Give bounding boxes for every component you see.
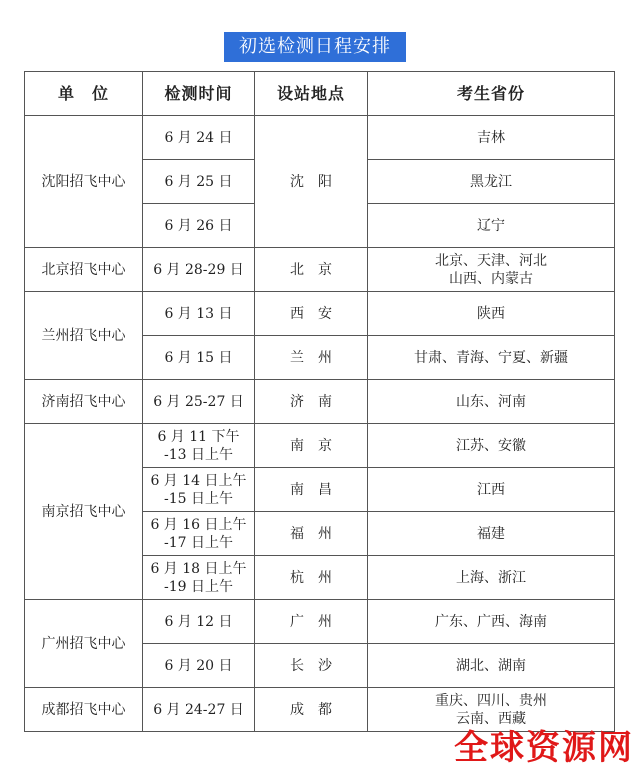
site-cell: 济 南 bbox=[255, 380, 368, 424]
site-cell: 杭 州 bbox=[255, 556, 368, 600]
unit-cell: 南京招飞中心 bbox=[25, 424, 143, 600]
table-row bbox=[25, 380, 615, 424]
date-cell: 6 月 25-27 日 bbox=[143, 380, 255, 424]
date-cell: 6 月 20 日 bbox=[143, 644, 255, 688]
provinces-cell: 广东、广西、海南 bbox=[368, 600, 615, 644]
provinces-cell: 甘肃、青海、宁夏、新疆 bbox=[368, 336, 615, 380]
unit-cell: 北京招飞中心 bbox=[25, 248, 143, 292]
provinces-cell: 湖北、湖南 bbox=[368, 644, 615, 688]
table-row bbox=[25, 292, 615, 336]
date-cell: 6 月 16 日上午 -17 日上午 bbox=[143, 512, 255, 556]
date-cell: 6 月 12 日 bbox=[143, 600, 255, 644]
provinces-cell: 重庆、四川、贵州 云南、西藏 bbox=[368, 688, 615, 732]
site-cell: 成 都 bbox=[255, 688, 368, 732]
provinces-cell: 北京、天津、河北 山西、内蒙古 bbox=[368, 248, 615, 292]
site-cell: 南 昌 bbox=[255, 468, 368, 512]
date-cell: 6 月 28-29 日 bbox=[143, 248, 255, 292]
date-cell: 6 月 13 日 bbox=[143, 292, 255, 336]
unit-cell: 广州招飞中心 bbox=[25, 600, 143, 688]
date-cell: 6 月 11 下午 -13 日上午 bbox=[143, 424, 255, 468]
schedule-table bbox=[24, 71, 615, 732]
date-cell: 6 月 15 日 bbox=[143, 336, 255, 380]
table-header-row bbox=[25, 72, 615, 116]
site-cell: 福 州 bbox=[255, 512, 368, 556]
provinces-cell: 辽宁 bbox=[368, 204, 615, 248]
provinces-cell: 江苏、安徽 bbox=[368, 424, 615, 468]
page-title: 初选检测日程安排 bbox=[224, 32, 406, 62]
date-cell: 6 月 25 日 bbox=[143, 160, 255, 204]
header-site: 设站地点 bbox=[255, 72, 368, 116]
date-cell: 6 月 24-27 日 bbox=[143, 688, 255, 732]
watermark-logo: 全球资源网 bbox=[454, 728, 634, 768]
provinces-cell: 黑龙江 bbox=[368, 160, 615, 204]
table-row bbox=[25, 248, 615, 292]
table-row bbox=[25, 600, 615, 644]
site-cell: 长 沙 bbox=[255, 644, 368, 688]
date-cell: 6 月 18 日上午 -19 日上午 bbox=[143, 556, 255, 600]
unit-cell: 沈阳招飞中心 bbox=[25, 116, 143, 248]
header-unit: 单 位 bbox=[25, 72, 143, 116]
date-cell: 6 月 24 日 bbox=[143, 116, 255, 160]
provinces-cell: 福建 bbox=[368, 512, 615, 556]
provinces-cell: 上海、浙江 bbox=[368, 556, 615, 600]
unit-cell: 成都招飞中心 bbox=[25, 688, 143, 732]
site-cell: 兰 州 bbox=[255, 336, 368, 380]
provinces-cell: 吉林 bbox=[368, 116, 615, 160]
site-cell: 沈 阳 bbox=[255, 116, 368, 248]
unit-cell: 兰州招飞中心 bbox=[25, 292, 143, 380]
provinces-cell: 山东、河南 bbox=[368, 380, 615, 424]
header-provinces: 考生省份 bbox=[368, 72, 615, 116]
site-cell: 南 京 bbox=[255, 424, 368, 468]
site-cell: 广 州 bbox=[255, 600, 368, 644]
provinces-cell: 江西 bbox=[368, 468, 615, 512]
header-date: 检测时间 bbox=[143, 72, 255, 116]
date-cell: 6 月 14 日上午 -15 日上午 bbox=[143, 468, 255, 512]
site-cell: 北 京 bbox=[255, 248, 368, 292]
table-row bbox=[25, 116, 615, 160]
site-cell: 西 安 bbox=[255, 292, 368, 336]
provinces-cell: 陕西 bbox=[368, 292, 615, 336]
table-row bbox=[25, 424, 615, 468]
unit-cell: 济南招飞中心 bbox=[25, 380, 143, 424]
date-cell: 6 月 26 日 bbox=[143, 204, 255, 248]
